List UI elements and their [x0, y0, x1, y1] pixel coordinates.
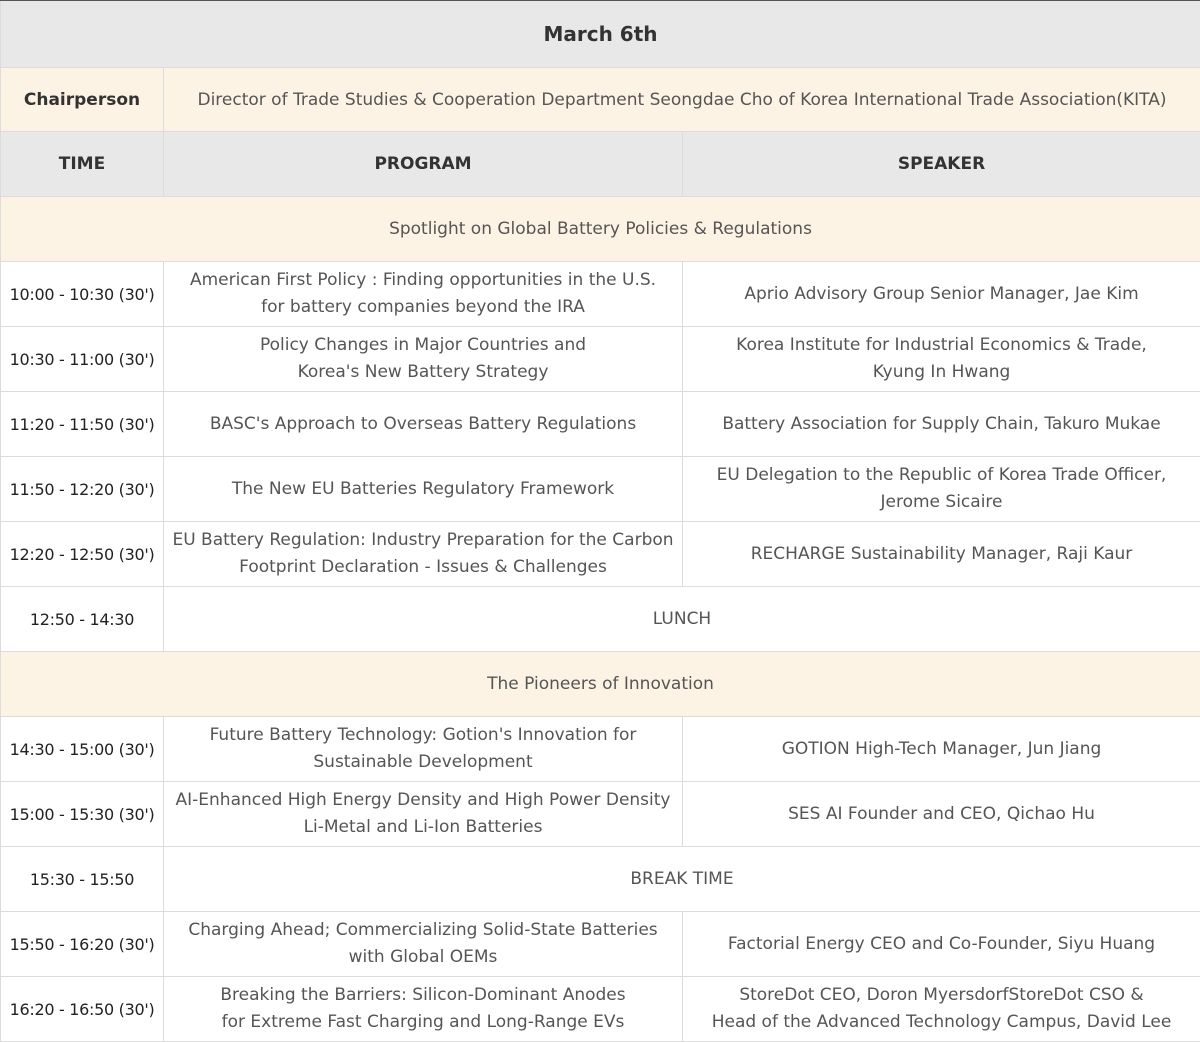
text-line: Jerome Sicaire [689, 489, 1194, 516]
text-line: StoreDot CEO, Doron MyersdorfStoreDot CSO & [689, 982, 1194, 1009]
section-title: Spotlight on Global Battery Policies & Regulations [1, 197, 1200, 262]
session-speaker [683, 457, 1200, 522]
schedule-row [1, 912, 1200, 977]
header-time: TIME [1, 132, 164, 197]
schedule-row [1, 717, 1200, 782]
text-line: Korea's New Battery Strategy [170, 359, 676, 386]
text-line: Aprio Advisory Group Senior Manager, Jae Kim [689, 281, 1194, 308]
session-time: 10:00 - 10:30 (30') [1, 262, 164, 327]
session-time: 12:20 - 12:50 (30') [1, 522, 164, 587]
header-program: PROGRAM [164, 132, 683, 197]
session-speaker [683, 977, 1200, 1042]
chairperson-label: Chairperson [1, 68, 164, 132]
schedule-row [1, 457, 1200, 522]
text-line: Head of the Advanced Technology Campus, David Lee [689, 1009, 1194, 1036]
session-speaker [683, 522, 1200, 587]
text-line: Breaking the Barriers: Silicon-Dominant Anodes [170, 982, 676, 1009]
text-line: Footprint Declaration - Issues & Challenges [170, 554, 676, 581]
session-program [164, 912, 683, 977]
text-line: GOTION High-Tech Manager, Jun Jiang [689, 736, 1194, 763]
text-line: BASC's Approach to Overseas Battery Regulations [170, 411, 676, 438]
session-speaker [683, 782, 1200, 847]
text-line: Li-Metal and Li-Ion Batteries [170, 814, 676, 841]
header-speaker: SPEAKER [683, 132, 1200, 197]
session-program [164, 522, 683, 587]
break-row [1, 587, 1200, 652]
text-line: Battery Association for Supply Chain, Takuro Mukae [689, 411, 1194, 438]
date-row [1, 1, 1200, 68]
text-line: for Extreme Fast Charging and Long-Range EVs [170, 1009, 676, 1036]
session-program [164, 392, 683, 457]
text-line: Factorial Energy CEO and Co-Founder, Siyu Huang [689, 931, 1194, 958]
chairperson-value: Director of Trade Studies & Cooperation Department Seongdae Cho of Korea International Trade Association(KITA) [164, 68, 1200, 132]
session-speaker [683, 717, 1200, 782]
break-row [1, 847, 1200, 912]
section-row [1, 197, 1200, 262]
text-line: with Global OEMs [170, 944, 676, 971]
break-time: 12:50 - 14:30 [1, 587, 164, 652]
text-line: Charging Ahead; Commercializing Solid-State Batteries [170, 917, 676, 944]
session-time: 11:20 - 11:50 (30') [1, 392, 164, 457]
session-program [164, 457, 683, 522]
session-time: 15:50 - 16:20 (30') [1, 912, 164, 977]
session-program [164, 262, 683, 327]
schedule-row [1, 262, 1200, 327]
session-speaker [683, 392, 1200, 457]
text-line: EU Battery Regulation: Industry Preparation for the Carbon [170, 527, 676, 554]
session-speaker [683, 327, 1200, 392]
text-line: Future Battery Technology: Gotion's Innovation for [170, 722, 676, 749]
text-line: EU Delegation to the Republic of Korea Trade Officer, [689, 462, 1194, 489]
text-line: The New EU Batteries Regulatory Framework [170, 476, 676, 503]
session-program [164, 782, 683, 847]
session-program [164, 977, 683, 1042]
text-line: American First Policy : Finding opportunities in the U.S. [170, 267, 676, 294]
section-row [1, 652, 1200, 717]
schedule-row [1, 392, 1200, 457]
text-line: for battery companies beyond the IRA [170, 294, 676, 321]
break-label: BREAK TIME [164, 847, 1200, 912]
session-speaker [683, 912, 1200, 977]
schedule-row [1, 977, 1200, 1042]
date-title: March 6th [1, 1, 1200, 68]
header-row [1, 132, 1200, 197]
schedule-row [1, 522, 1200, 587]
text-line: AI-Enhanced High Energy Density and High Power Density [170, 787, 676, 814]
break-label: LUNCH [164, 587, 1200, 652]
schedule-row [1, 782, 1200, 847]
text-line: RECHARGE Sustainability Manager, Raji Kaur [689, 541, 1194, 568]
break-time: 15:30 - 15:50 [1, 847, 164, 912]
session-time: 16:20 - 16:50 (30') [1, 977, 164, 1042]
session-program [164, 717, 683, 782]
section-title: The Pioneers of Innovation [1, 652, 1200, 717]
session-time: 10:30 - 11:00 (30') [1, 327, 164, 392]
session-speaker [683, 262, 1200, 327]
text-line: Korea Institute for Industrial Economics & Trade, [689, 332, 1194, 359]
session-time: 11:50 - 12:20 (30') [1, 457, 164, 522]
text-line: Kyung In Hwang [689, 359, 1194, 386]
session-program [164, 327, 683, 392]
session-time: 14:30 - 15:00 (30') [1, 717, 164, 782]
text-line: Sustainable Development [170, 749, 676, 776]
text-line: SES AI Founder and CEO, Qichao Hu [689, 801, 1194, 828]
session-time: 15:00 - 15:30 (30') [1, 782, 164, 847]
schedule-row [1, 327, 1200, 392]
text-line: Policy Changes in Major Countries and [170, 332, 676, 359]
chairperson-row [1, 68, 1200, 132]
